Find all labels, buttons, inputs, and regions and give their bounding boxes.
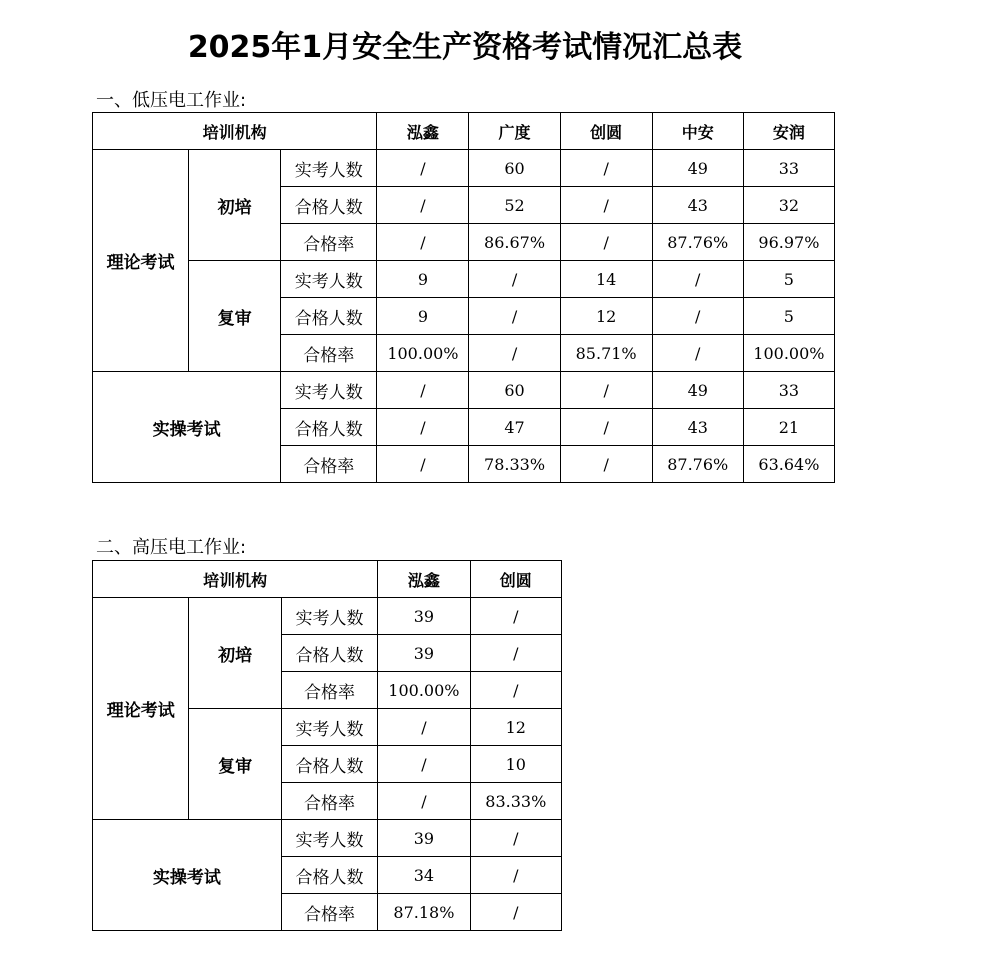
- table-cell: /: [652, 261, 743, 298]
- subgroup-review: 复审: [189, 261, 281, 372]
- table-cell: 49: [652, 372, 743, 409]
- header-row: [93, 113, 835, 150]
- table-cell: 39: [378, 820, 470, 857]
- table-cell: 12: [560, 298, 652, 335]
- table-cell: 87.76%: [652, 446, 743, 483]
- table-cell: 39: [378, 598, 470, 635]
- table-cell: /: [469, 335, 560, 372]
- table-cell: /: [652, 298, 743, 335]
- subgroup-review: 复审: [189, 709, 281, 820]
- table-cell: /: [652, 335, 743, 372]
- table-cell: 63.64%: [743, 446, 834, 483]
- table-cell: 32: [743, 187, 834, 224]
- header-training-institution: 培训机构: [93, 113, 377, 150]
- header-institution: 广度: [469, 113, 560, 150]
- metric-label: 实考人数: [281, 598, 377, 635]
- table-cell: 60: [469, 372, 560, 409]
- low-voltage-table: [92, 112, 835, 483]
- table-cell: /: [377, 409, 469, 446]
- table-cell: 10: [470, 746, 561, 783]
- table-cell: 34: [378, 857, 470, 894]
- table-cell: 5: [743, 261, 834, 298]
- table-cell: /: [378, 783, 470, 820]
- metric-label: 合格率: [281, 894, 377, 931]
- table-cell: /: [470, 857, 561, 894]
- metric-label: 合格人数: [281, 746, 377, 783]
- table-cell: 9: [377, 298, 469, 335]
- table-cell: 100.00%: [378, 672, 470, 709]
- metric-label: 合格率: [281, 672, 377, 709]
- table-cell: /: [469, 261, 560, 298]
- table-cell: 78.33%: [469, 446, 560, 483]
- table-cell: 33: [743, 372, 834, 409]
- table-cell: /: [470, 598, 561, 635]
- header-institution: 泓鑫: [378, 561, 470, 598]
- table-cell: 100.00%: [377, 335, 469, 372]
- header-institution: 安润: [743, 113, 834, 150]
- header-row: [93, 561, 562, 598]
- table-cell: /: [470, 820, 561, 857]
- header-institution: 泓鑫: [377, 113, 469, 150]
- metric-label: 实考人数: [281, 261, 377, 298]
- table-cell: /: [378, 709, 470, 746]
- table-cell: 21: [743, 409, 834, 446]
- table-cell: /: [560, 409, 652, 446]
- table-cell: 47: [469, 409, 560, 446]
- metric-label: 合格人数: [281, 635, 377, 672]
- metric-label: 合格率: [281, 446, 377, 483]
- metric-label: 实考人数: [281, 820, 377, 857]
- table-cell: 86.67%: [469, 224, 560, 261]
- table-cell: /: [377, 372, 469, 409]
- table-cell: /: [377, 224, 469, 261]
- table-cell: 96.97%: [743, 224, 834, 261]
- table-cell: 87.18%: [378, 894, 470, 931]
- table-cell: 49: [652, 150, 743, 187]
- header-training-institution: 培训机构: [93, 561, 378, 598]
- table-row: [93, 820, 562, 857]
- metric-label: 合格人数: [281, 298, 377, 335]
- header-institution: 创圆: [470, 561, 561, 598]
- metric-label: 实考人数: [281, 150, 377, 187]
- metric-label: 合格率: [281, 335, 377, 372]
- page-title: 2025年1月安全生产资格考试情况汇总表: [187, 30, 743, 65]
- table-cell: /: [470, 672, 561, 709]
- table-cell: 14: [560, 261, 652, 298]
- table-cell: 9: [377, 261, 469, 298]
- section-heading-high-voltage: 二、高压电工作业:: [96, 537, 247, 558]
- group-theory-exam: 理论考试: [93, 598, 189, 820]
- metric-label: 合格人数: [281, 857, 377, 894]
- table-row: [93, 598, 562, 635]
- table-cell: 33: [743, 150, 834, 187]
- table-cell: 43: [652, 187, 743, 224]
- table-cell: 83.33%: [470, 783, 561, 820]
- table-cell: 87.76%: [652, 224, 743, 261]
- table-cell: /: [560, 187, 652, 224]
- section-heading-low-voltage: 一、低压电工作业:: [96, 90, 247, 111]
- table-row: [93, 261, 835, 298]
- table-cell: /: [377, 446, 469, 483]
- header-institution: 中安: [652, 113, 743, 150]
- group-practical-exam: 实操考试: [93, 820, 282, 931]
- metric-label: 实考人数: [281, 709, 377, 746]
- subgroup-initial: 初培: [189, 598, 281, 709]
- high-voltage-table: [92, 560, 562, 931]
- metric-label: 合格人数: [281, 187, 377, 224]
- table-cell: /: [377, 187, 469, 224]
- table-cell: 5: [743, 298, 834, 335]
- table-cell: 39: [378, 635, 470, 672]
- table-cell: 43: [652, 409, 743, 446]
- metric-label: 合格人数: [281, 409, 377, 446]
- metric-label: 实考人数: [281, 372, 377, 409]
- group-practical-exam: 实操考试: [93, 372, 281, 483]
- subgroup-initial: 初培: [189, 150, 281, 261]
- table-cell: /: [560, 224, 652, 261]
- table-cell: 60: [469, 150, 560, 187]
- metric-label: 合格率: [281, 224, 377, 261]
- table-row: [93, 372, 835, 409]
- group-theory-exam: 理论考试: [93, 150, 189, 372]
- header-institution: 创圆: [560, 113, 652, 150]
- table-cell: 12: [470, 709, 561, 746]
- metric-label: 合格率: [281, 783, 377, 820]
- table-cell: /: [560, 446, 652, 483]
- table-cell: /: [560, 372, 652, 409]
- table-row: [93, 150, 835, 187]
- table-cell: /: [470, 894, 561, 931]
- table-cell: /: [470, 635, 561, 672]
- table-cell: /: [560, 150, 652, 187]
- table-cell: /: [469, 298, 560, 335]
- table-cell: 85.71%: [560, 335, 652, 372]
- table-cell: /: [378, 746, 470, 783]
- table-cell: /: [377, 150, 469, 187]
- table-cell: 100.00%: [743, 335, 834, 372]
- table-cell: 52: [469, 187, 560, 224]
